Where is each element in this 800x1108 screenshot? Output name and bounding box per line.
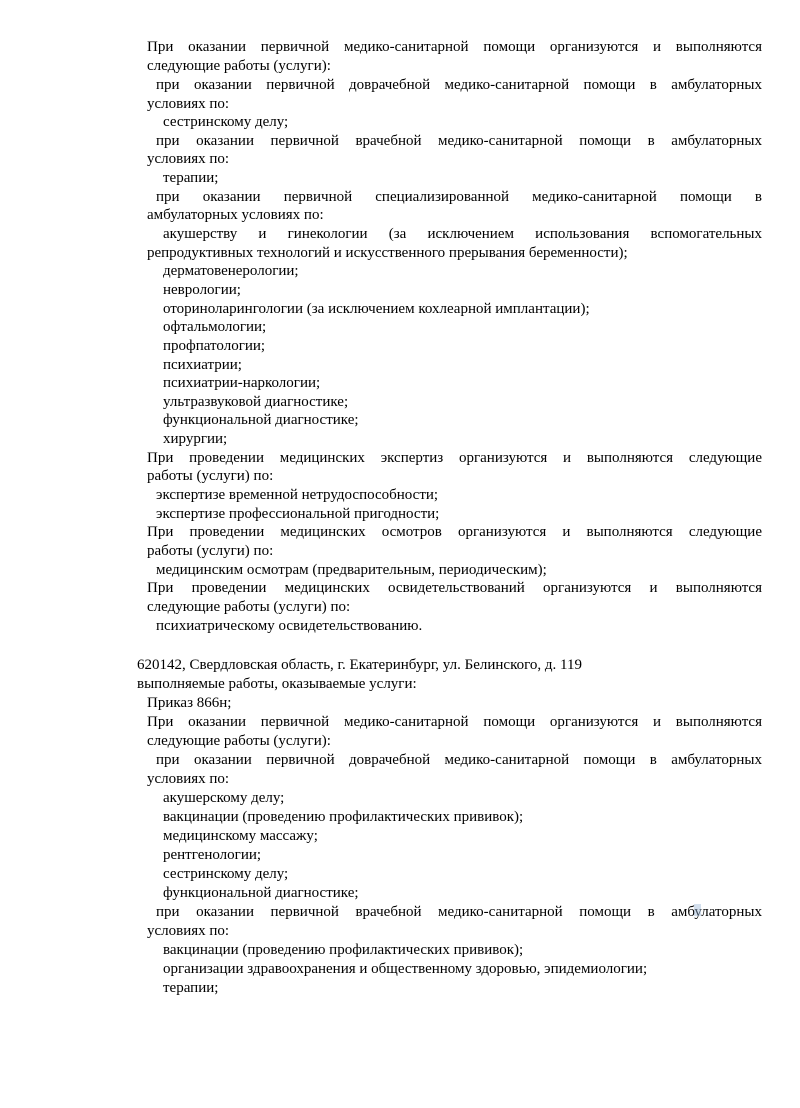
list-item: сестринскому делу; — [163, 866, 289, 882]
paragraph-line: репродуктивных технологий и искусственного прерывания беременности); — [147, 245, 628, 261]
works-label: выполняемые работы, оказываемые услуги: — [137, 676, 417, 692]
paragraph-line: При проведении медицинских освидетельствований организуются и выполняются — [147, 580, 762, 596]
paragraph-line: При оказании первичной медико-санитарной помощи организуются и выполняются — [147, 39, 762, 55]
list-item: сестринскому делу; — [163, 114, 289, 130]
paragraph-line: следующие работы (услуги): — [147, 733, 331, 749]
paragraph-line: при оказании первичной врачебной медико-санитарной помощи в амбулаторных — [156, 133, 762, 149]
list-item: рентгенологии; — [163, 847, 262, 863]
paragraph-line: При проведении медицинских осмотров организуются и выполняются следующие — [147, 524, 762, 540]
list-item: акушерству и гинекологии (за исключением использования вспомогательных — [163, 226, 762, 242]
paragraph-line: При проведении медицинских экспертиз организуются и выполняются следующие — [147, 450, 762, 466]
paragraph-line: условиях по: — [147, 771, 230, 787]
paragraph-line: следующие работы (услуги): — [147, 58, 331, 74]
list-item: офтальмологии; — [163, 319, 267, 335]
list-item: психиатрии-наркологии; — [163, 375, 321, 391]
paragraph-line: при оказании первичной доврачебной медико-санитарной помощи в амбулаторных — [156, 77, 762, 93]
paragraph-line: При оказании первичной медико-санитарной помощи организуются и выполняются — [147, 714, 762, 730]
list-item: терапии; — [163, 170, 219, 186]
list-item: вакцинации (проведению профилактических прививок); — [163, 942, 524, 958]
paragraph-line: условиях по: — [147, 923, 230, 939]
list-item: психиатрическому освидетельствованию. — [156, 618, 423, 634]
paragraph-line: следующие работы (услуги) по: — [147, 599, 351, 615]
list-item: ультразвуковой диагностике; — [163, 394, 349, 410]
list-item: оториноларингологии (за исключением кохлеарной имплантации); — [163, 301, 590, 317]
list-item: экспертизе профессиональной пригодности; — [156, 506, 440, 522]
list-item: организации здравоохранения и общественному здоровью, эпидемиологии; — [163, 961, 648, 977]
list-item: психиатрии; — [163, 357, 242, 373]
text-cursor-marker — [694, 904, 701, 916]
list-item: медицинскому массажу; — [163, 828, 318, 844]
list-item: медицинским осмотрам (предварительным, периодическим); — [156, 562, 547, 578]
paragraph-line: при оказании первичной доврачебной медико-санитарной помощи в амбулаторных — [156, 752, 762, 768]
list-item: вакцинации (проведению профилактических прививок); — [163, 809, 524, 825]
order-line: Приказ 866н; — [147, 695, 232, 711]
list-item: профпатологии; — [163, 338, 266, 354]
list-item: хирургии; — [163, 431, 228, 447]
paragraph-line: амбулаторных условиях по: — [147, 207, 324, 223]
paragraph-line: работы (услуги) по: — [147, 543, 274, 559]
paragraph-line: работы (услуги) по: — [147, 468, 274, 484]
list-item: неврологии; — [163, 282, 241, 298]
list-item: дерматовенерологии; — [163, 263, 299, 279]
list-item: акушерскому делу; — [163, 790, 285, 806]
paragraph-line: при оказании первичной врачебной медико-санитарной помощи в амбулаторных — [156, 904, 762, 920]
list-item: функциональной диагностике; — [163, 412, 359, 428]
address-line: 620142, Свердловская область, г. Екатеринбург, ул. Белинского, д. 119 — [137, 657, 582, 673]
paragraph-line: при оказании первичной специализированной медико-санитарной помощи в — [156, 189, 762, 205]
paragraph-line: условиях по: — [147, 96, 230, 112]
list-item: экспертизе временной нетрудоспособности; — [156, 487, 439, 503]
list-item: терапии; — [163, 980, 219, 996]
paragraph-line: условиях по: — [147, 151, 230, 167]
list-item: функциональной диагностике; — [163, 885, 359, 901]
